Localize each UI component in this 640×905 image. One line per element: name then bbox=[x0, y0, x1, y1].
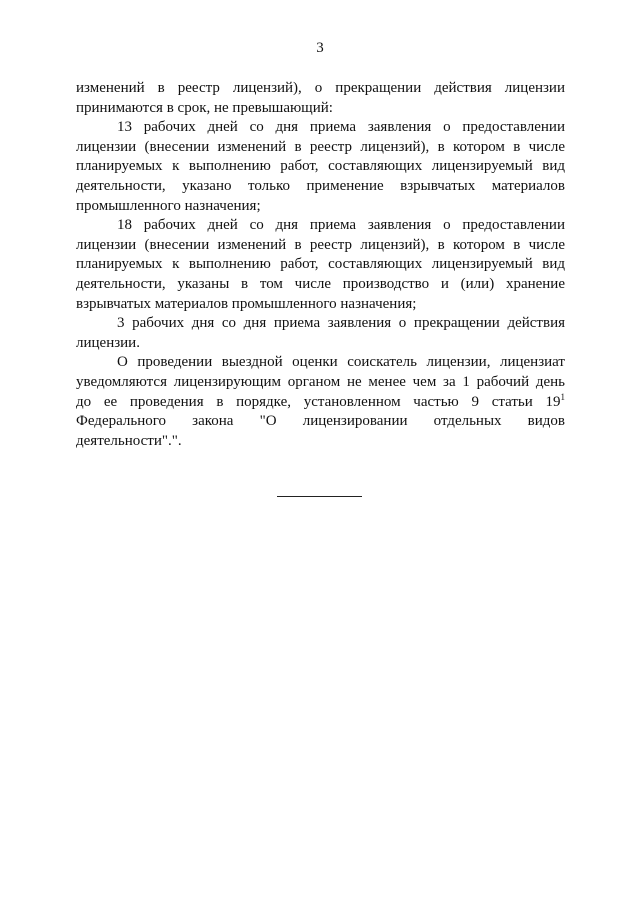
text-line: промышленного назначения; bbox=[76, 197, 261, 214]
text-line: 3 рабочих дня со дня приема заявления о прекращении действия bbox=[117, 315, 565, 332]
text-line: взрывчатых материалов промышленного назначения; bbox=[76, 295, 417, 312]
text-line-with-superscript bbox=[76, 393, 565, 413]
text-line-content: до ее проведения в порядке, установленном частью 9 статьи 19 bbox=[76, 393, 561, 410]
text-line: принимаются в срок, не превышающий: bbox=[76, 99, 333, 116]
paragraph-13-days bbox=[76, 118, 565, 216]
text-line: деятельности".". bbox=[76, 432, 182, 449]
text-line: лицензии (внесении изменений в реестр лицензий), в котором в числе bbox=[76, 236, 565, 253]
text-line: планируемых к выполнению работ, составляющих лицензируемый вид bbox=[76, 158, 565, 175]
page-number: 3 bbox=[316, 40, 324, 56]
paragraph-field-assessment bbox=[76, 353, 565, 451]
text-line: 13 рабочих дней со дня приема заявления о предоставлении bbox=[117, 119, 565, 136]
document-body bbox=[76, 79, 565, 451]
text-line: 18 рабочих дней со дня приема заявления о предоставлении bbox=[117, 217, 565, 234]
text-line: деятельности, указано только применение взрывчатых материалов bbox=[76, 177, 565, 194]
text-line: Федерального закона "О лицензировании отдельных видов bbox=[76, 413, 565, 430]
text-line: планируемых к выполнению работ, составляющих лицензируемый вид bbox=[76, 256, 565, 273]
text-line: деятельности, указаны в том числе производство и (или) хранение bbox=[76, 275, 565, 292]
article-superscript: 1 bbox=[560, 391, 565, 402]
paragraph-continuation bbox=[76, 79, 565, 118]
paragraph-3-days bbox=[76, 314, 565, 353]
text-line: уведомляются лицензирующим органом не менее чем за 1 рабочий день bbox=[76, 373, 565, 390]
document-end-rule bbox=[277, 496, 362, 497]
paragraph-18-days bbox=[76, 216, 565, 314]
text-line: лицензии (внесении изменений в реестр лицензий), в котором в числе bbox=[76, 138, 565, 155]
text-line: О проведении выездной оценки соискатель лицензии, лицензиат bbox=[117, 354, 565, 371]
text-line: изменений в реестр лицензий), о прекращении действия лицензии bbox=[76, 80, 565, 96]
text-line: лицензии. bbox=[76, 334, 140, 351]
